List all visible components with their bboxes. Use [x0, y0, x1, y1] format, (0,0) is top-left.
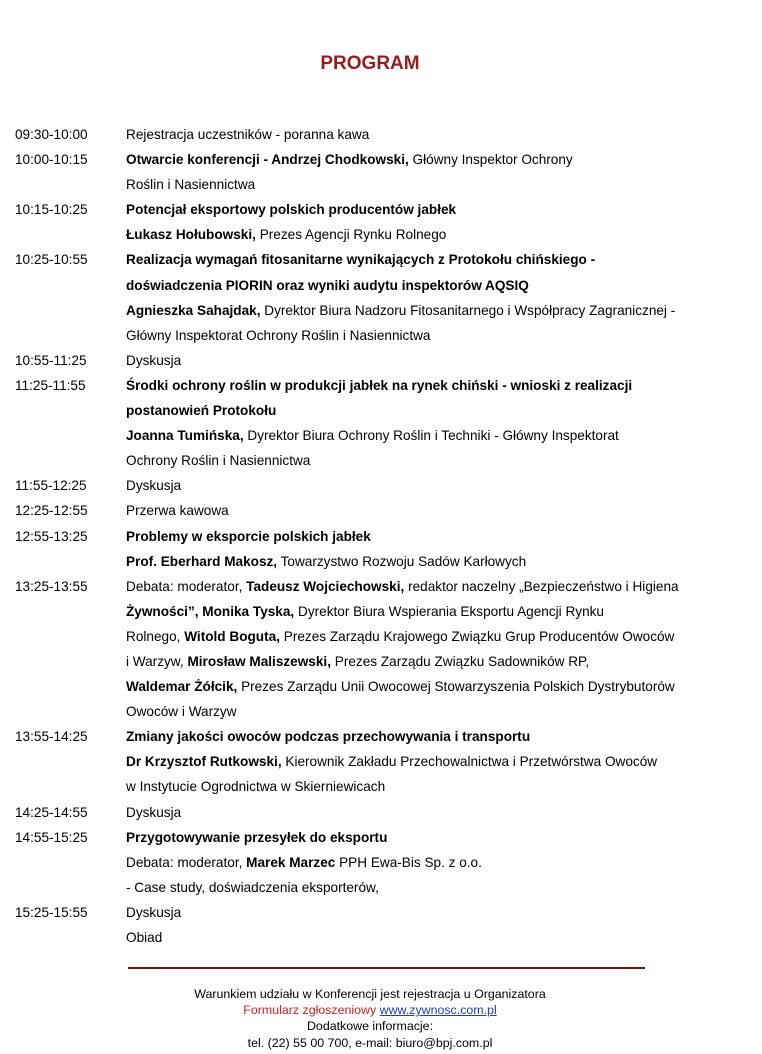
agenda-line: [126, 574, 735, 599]
agenda-line: [126, 649, 735, 674]
agenda-text-bold: Otwarcie konferencji - Andrzej Chodkowski,: [126, 152, 409, 168]
agenda-item: [15, 147, 735, 197]
agenda-line: [126, 147, 735, 172]
agenda-text-bold: Żywności”, Monika Tyska,: [126, 603, 295, 619]
agenda-line: [126, 222, 735, 247]
agenda-description: [126, 498, 735, 523]
agenda-line: [126, 524, 735, 549]
agenda-time: 13:55-14:25: [15, 729, 88, 745]
agenda-description: [126, 373, 735, 473]
agenda-description: [126, 524, 735, 574]
agenda-text-bold: Joanna Tumińska,: [126, 428, 244, 444]
agenda-line: [126, 197, 735, 222]
agenda-line: [126, 850, 735, 875]
agenda-text-bold: Realizacja wymagań fitosanitarne wynikających z Protokołu chińskiego -: [126, 252, 596, 268]
form-label: Formularz zgłoszeniowy: [243, 1003, 380, 1018]
agenda-text: Główny Inspektor Ochrony: [408, 152, 573, 168]
agenda-text: Obiad: [126, 930, 163, 945]
agenda-time: 10:15-10:25: [15, 202, 88, 218]
agenda-text: Towarzystwo Rozwoju Sadów Karłowych: [277, 553, 527, 569]
registration-form-line: [0, 1002, 740, 1018]
agenda-item: [15, 524, 735, 574]
agenda-text: Dyrektor Biura Nadzoru Fitosanitarnego i Współpracy Zagranicznej -: [260, 302, 676, 318]
agenda-item: [15, 197, 735, 247]
agenda-line: [126, 724, 735, 749]
agenda-line: [126, 825, 735, 850]
agenda-line: [126, 172, 735, 197]
agenda-item: [15, 800, 735, 825]
agenda-text-bold: Środki ochrony roślin w produkcji jabłek na rynek chiński - wnioski z realizacji: [126, 377, 633, 393]
agenda-line: [126, 549, 735, 574]
agenda-text-bold: Potencjał eksportowy polskich producentów jabłek: [126, 202, 457, 218]
agenda-text: Prezes Agencji Rynku Rolnego: [255, 227, 447, 243]
agenda-time: 10:25-10:55: [15, 252, 88, 268]
agenda-text: Dyskusja: [126, 904, 182, 920]
agenda-text: i Warzyw,: [126, 653, 188, 669]
agenda-time: 12:25-12:55: [15, 503, 88, 519]
agenda-time: 14:55-15:25: [15, 829, 88, 845]
agenda-description: [126, 122, 735, 147]
agenda-line: [126, 298, 735, 323]
agenda-line: [126, 599, 735, 624]
agenda-description: [126, 800, 735, 825]
agenda-text: Kierownik Zakładu Przechowalnictwa i Przetwórstwa Owoców: [281, 754, 658, 770]
agenda-text-bold: Witold Boguta,: [184, 628, 280, 644]
agenda-time: 12:55-13:25: [15, 528, 88, 544]
agenda-text: redaktor naczelny „Bezpieczeństwo i Higiena: [404, 578, 679, 594]
agenda-item: [15, 122, 735, 147]
agenda-text: Dyrektor Biura Ochrony Roślin i Techniki - Główny Inspektorat: [243, 428, 619, 444]
agenda-description: [126, 900, 735, 950]
agenda-text: Prezes Zarządu Unii Owocowej Stowarzyszenia Polskich Dystrybutorów: [237, 679, 675, 695]
agenda-text-bold: Waldemar Żółcik,: [126, 679, 238, 695]
agenda-line: [126, 423, 735, 448]
agenda-description: [126, 574, 735, 725]
agenda-description: [126, 825, 735, 900]
agenda-text: Roślin i Nasiennictwa: [126, 177, 256, 193]
agenda-text-bold: Przygotowywanie przesyłek do eksportu: [126, 829, 388, 845]
agenda-text: Debata: moderator,: [126, 578, 247, 594]
agenda-text: Prezes Zarządu Związku Sadowników RP,: [330, 653, 590, 669]
agenda-line: [126, 498, 735, 523]
footer: [0, 986, 740, 1051]
agenda-text-bold: Dr Krzysztof Rutkowski,: [126, 754, 282, 770]
agenda-text: w Instytucie Ogrodnictwa w Skierniewicach: [126, 779, 386, 795]
agenda-text: Rejestracja uczestników - poranna kawa: [126, 127, 370, 142]
agenda-text: Rolnego,: [126, 628, 185, 644]
agenda-text-bold: Problemy w eksporcie polskich jabłek: [126, 528, 371, 544]
agenda-text: Owoców i Warzyw: [126, 704, 237, 720]
agenda-description: [126, 147, 735, 197]
agenda-time: 11:25-11:55: [15, 377, 86, 393]
registration-note: Warunkiem udziału w Konferencji jest rejestracja u Organizatora: [194, 987, 546, 1001]
agenda-text: - Case study, doświadczenia eksporterów,: [126, 879, 379, 895]
agenda-text-bold: Mirosław Maliszewski,: [187, 653, 331, 669]
agenda-item: [15, 825, 735, 900]
agenda-text: Główny Inspektorat Ochrony Roślin i Nasiennictwa: [126, 327, 431, 343]
agenda-line: [126, 925, 735, 950]
agenda-description: [126, 197, 735, 247]
agenda-text: Dyskusja: [126, 352, 182, 368]
agenda-line: [126, 473, 735, 498]
agenda-line: [126, 900, 735, 925]
contact-info: tel. (22) 55 00 700, e-mail: biuro@bpj.com.pl: [247, 1035, 493, 1050]
form-link[interactable]: www.zywnosc.com.pl: [379, 1003, 497, 1018]
agenda-item: [15, 900, 735, 950]
agenda-item: [15, 724, 735, 799]
agenda-text-bold: doświadczenia PIORIN oraz wyniki audytu inspektorów AQSIQ: [126, 277, 529, 293]
agenda-text: Dyskusja: [126, 478, 182, 494]
agenda-line: [126, 323, 735, 348]
agenda-description: [126, 473, 735, 498]
agenda-line: [126, 699, 735, 724]
agenda-text: PPH Ewa-Bis Sp. z o.o.: [335, 854, 482, 870]
divider: [128, 967, 645, 969]
agenda-time: 10:55-11:25: [15, 352, 87, 368]
agenda-text-bold: Zmiany jakości owoców podczas przechowywania i transportu: [126, 729, 531, 745]
agenda-line: [126, 247, 735, 272]
agenda-text-bold: Łukasz Hołubowski,: [126, 227, 256, 243]
agenda-time: 13:25-13:55: [15, 578, 88, 594]
agenda-line: [126, 122, 735, 147]
page-title: PROGRAM: [320, 53, 420, 74]
agenda-time: 10:00-10:15: [15, 152, 88, 168]
agenda-description: [126, 348, 735, 373]
agenda-text: Prezes Zarządu Krajowego Związku Grup Producentów Owoców: [279, 628, 675, 644]
agenda-item: [15, 247, 735, 347]
agenda-text-bold: Tadeusz Wojciechowski,: [246, 578, 405, 594]
agenda-text-bold: Marek Marzec: [246, 854, 336, 870]
agenda-text-bold: postanowień Protokołu: [126, 403, 277, 419]
agenda-time: 11:55-12:25: [15, 478, 87, 494]
agenda-line: [126, 398, 735, 423]
agenda-text-bold: Agnieszka Sahajdak,: [126, 302, 261, 318]
agenda-item: [15, 574, 735, 725]
agenda-text: Ochrony Roślin i Nasiennictwa: [126, 453, 311, 469]
agenda-line: [126, 674, 735, 699]
agenda-time: 09:30-10:00: [15, 127, 88, 142]
agenda-list: [15, 122, 735, 950]
agenda-line: [126, 774, 735, 799]
agenda-item: [15, 373, 735, 473]
agenda-line: [126, 273, 735, 298]
agenda-line: [126, 624, 735, 649]
agenda-text: Dyrektor Biura Wspierania Eksportu Agencji Rynku: [294, 603, 604, 619]
agenda-text: Przerwa kawowa: [126, 503, 229, 519]
agenda-item: [15, 498, 735, 523]
agenda-time: 15:25-15:55: [15, 904, 88, 920]
agenda-time: 14:25-14:55: [15, 804, 88, 820]
agenda-item: [15, 348, 735, 373]
agenda-line: [126, 800, 735, 825]
agenda-line: [126, 749, 735, 774]
agenda-text: Debata: moderator,: [126, 854, 247, 870]
agenda-description: [126, 247, 735, 347]
agenda-description: [126, 724, 735, 799]
agenda-line: [126, 348, 735, 373]
agenda-line: [126, 448, 735, 473]
agenda-item: [15, 473, 735, 498]
agenda-text-bold: Prof. Eberhard Makosz,: [126, 553, 278, 569]
agenda-line: [126, 875, 735, 900]
agenda-line: [126, 373, 735, 398]
agenda-text: Dyskusja: [126, 804, 182, 820]
additional-info-label: Dodatkowe informacje:: [306, 1019, 434, 1034]
